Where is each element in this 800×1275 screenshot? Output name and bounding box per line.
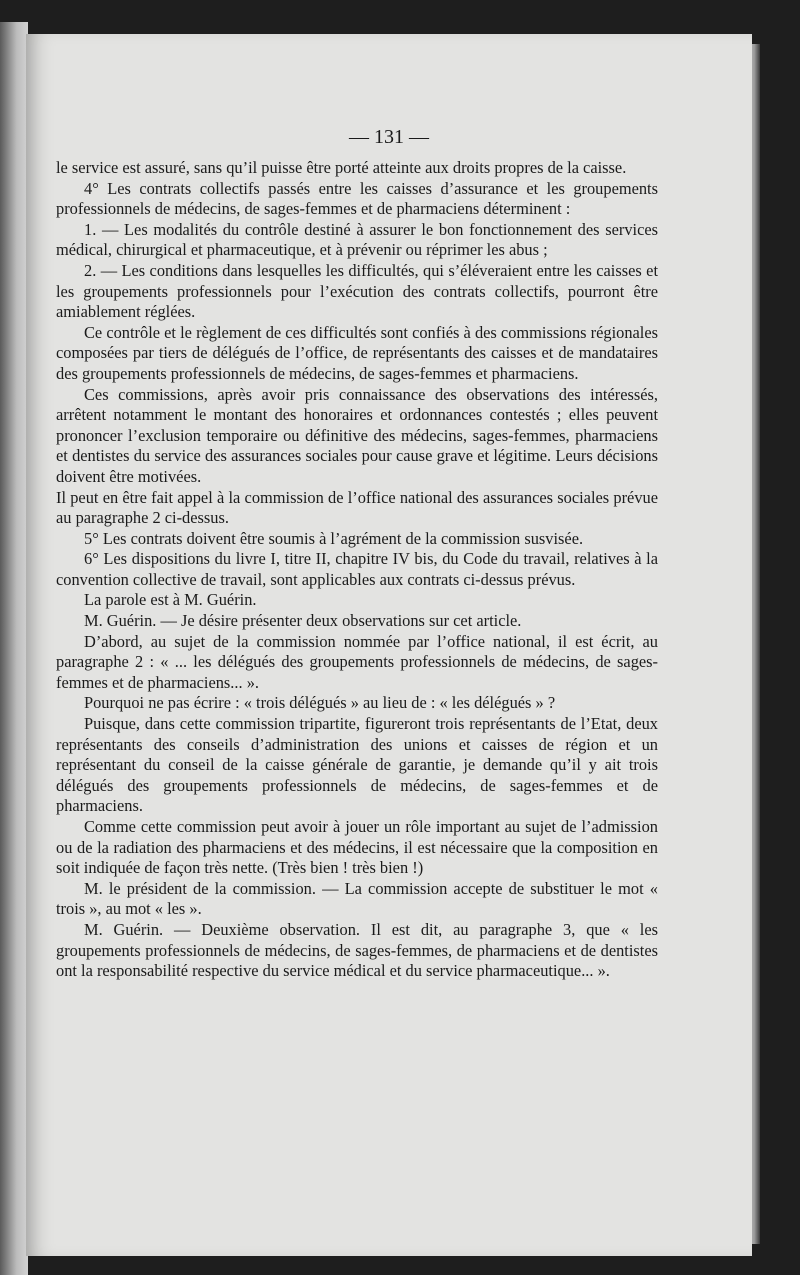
paragraph: 6° Les dispositions du livre I, titre II, chapitre IV bis, du Code du travail, relatives à la convention collective de travail, sont applicables aux contrats ci-dessus prévus. — [56, 549, 658, 589]
page-number: — 131 — — [349, 126, 429, 148]
paragraph: 5° Les contrats doivent être soumis à l’agrément de la commission susvisée. — [84, 528, 584, 548]
paragraph: le service est assuré, sans qu’il puisse être porté atteinte aux droits propres de la caisse. — [56, 158, 627, 177]
paragraph: D’abord, au sujet de la commission nommée par l’office national, il est écrit, au paragraphe 2 : « ... les délégués des groupements professionnels de médecins, de sages-femmes et de pharmaciens... ». — [56, 631, 658, 692]
paragraph: 2. — Les conditions dans lesquelles les difficultés, qui s’éléveraient entre les caisses et les groupements professionnels pour l’exécution des contrats collectifs, pourront être amiablement réglées. — [56, 260, 658, 322]
speaker-paragraph: M. Guérin. — Je désire présenter deux observations sur cet article. — [84, 611, 522, 631]
paragraph: 4° Les contrats collectifs passés entre les caisses d’assurance et les groupements professionnels de médecins, de sages-femmes et de pharmaciens déterminent : — [56, 178, 658, 219]
paragraph: 1. — Les modalités du contrôle destiné à assurer le bon fonctionnement des services médical, chirurgical et pharmaceutique, et à prévenir ou réprimer les abus ; — [56, 219, 658, 260]
paragraph: Puisque, dans cette commission tripartite, figureront trois représentants de l’Etat, deux représentants des conseils d’administration des unions et caisses de région et un représentant du conseil de la caisse générale de garantie, je demande qu’il y ait trois délégués des groupements professionnels de médecins, de sages-femmes et de pharmaciens. — [56, 714, 658, 816]
speaker-paragraph: M. Guérin. — Deuxième observation. Il est dit, au paragraphe 3, que « les groupements professionnels de médecins, de sages-femmes, de pharmaciens et de dentistes ont la responsabilité respective du service médical et du service pharmaceutique... ». — [56, 919, 658, 981]
book-page — [26, 34, 752, 1256]
paragraph: La parole est à M. Guérin. — [84, 590, 257, 610]
paragraph: Pourquoi ne pas écrire : « trois délégués » au lieu de : « les délégués » ? — [84, 693, 556, 713]
paragraph: Ce contrôle et le règlement de ces difficultés sont confiés à des commissions régionales composées par tiers de délégués de l’office, de représentants des caisses et de mandataires des groupements professionnels de médecins, de sages-femmes et pharmaciens. — [56, 322, 658, 383]
page-text — [56, 158, 658, 982]
speaker-paragraph: M. le président de la commission. — La commission accepte de substituer le mot « trois », au mot « les ». — [56, 878, 658, 919]
paragraph: Ces commissions, après avoir pris connaissance des observations des intéressés, arrêtent notamment le montant des honoraires et ordonnances contestés ; elles peuvent prononcer l’exclusion temporaire ou définitive des médecins, sages-femmes, pharmaciens et dentistes du service des assurances sociales pour cause grave et légitime. Leurs décisions doivent être motivées. — [56, 384, 658, 486]
paragraph: Il peut en être fait appel à la commission de l’office national des assurances sociales prévue au paragraphe 2 ci-dessus. — [56, 487, 658, 528]
paragraph: Comme cette commission peut avoir à jouer un rôle important au sujet de l’admission ou de la radiation des pharmaciens et des médecins, il est nécessaire que la composition en soit indiquée de façon très nette. (Très bien ! très bien !) — [56, 817, 658, 878]
previous-page-edge — [0, 22, 28, 1275]
